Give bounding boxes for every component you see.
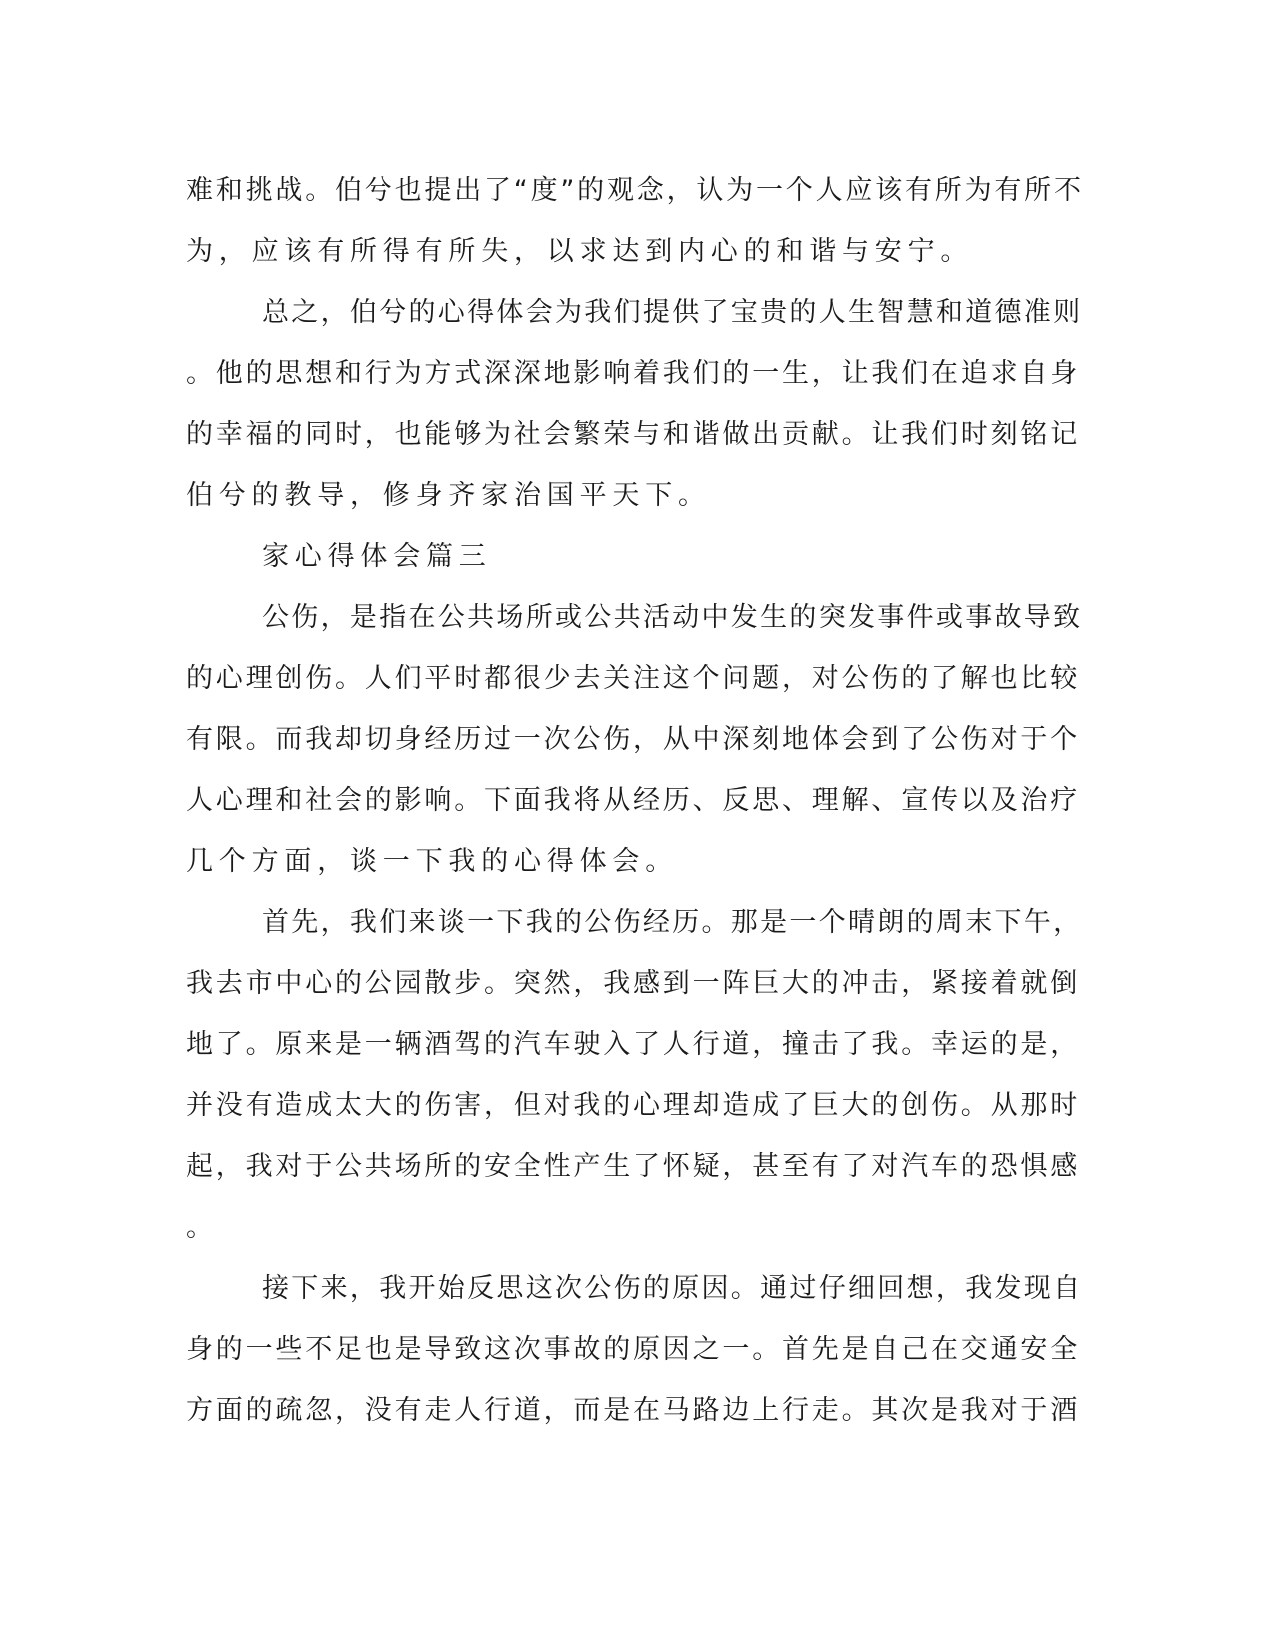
- text-line: 方面的疏忽，没有走人行道，而是在马路边上行走。其次是我对于酒: [186, 1395, 1080, 1426]
- text-line: 人心理和社会的影响。下面我将从经历、反思、理解、宣传以及治疗: [186, 785, 1080, 816]
- text-line: 。他的思想和行为方式深深地影响着我们的一生，让我们在追求自身: [186, 358, 1080, 389]
- paragraph-start-line: 公伤，是指在公共场所或公共活动中发生的突发事件或事故导致: [262, 602, 1083, 633]
- paragraph-start-line: 总之，伯兮的心得体会为我们提供了宝贵的人生智慧和道德准则: [262, 297, 1083, 328]
- text-line: 起，我对于公共场所的安全性产生了怀疑，甚至有了对汽车的恐惧感: [186, 1151, 1080, 1182]
- document-body: [186, 160, 1086, 1441]
- paragraph-start-line: 接下来，我开始反思这次公伤的原因。通过仔细回想，我发现自: [262, 1273, 1083, 1304]
- section-heading: 家心得体会篇三: [262, 541, 492, 572]
- text-line: 难和挑战。伯兮也提出了“度”的观念，认为一个人应该有所为有所不: [186, 175, 1084, 206]
- paragraph-start-line: 首先，我们来谈一下我的公伤经历。那是一个晴朗的周末下午，: [262, 907, 1083, 938]
- text-line: 。: [186, 1212, 219, 1243]
- text-line: 的幸福的同时，也能够为社会繁荣与和谐做出贡献。让我们时刻铭记: [186, 419, 1080, 450]
- text-line: 为，应该有所得有所失，以求达到内心的和谐与安宁。: [186, 236, 974, 267]
- text-line: 身的一些不足也是导致这次事故的原因之一。首先是自己在交通安全: [186, 1334, 1080, 1365]
- text-line: 的心理创伤。人们平时都很少去关注这个问题，对公伤的了解也比较: [186, 663, 1080, 694]
- text-line: 伯兮的教导，修身齐家治国平天下。: [186, 480, 711, 511]
- text-line: 并没有造成太大的伤害，但对我的心理却造成了巨大的创伤。从那时: [186, 1090, 1080, 1121]
- text-line: 地了。原来是一辆酒驾的汽车驶入了人行道，撞击了我。幸运的是，: [186, 1029, 1080, 1060]
- text-line: 有限。而我却切身经历过一次公伤，从中深刻地体会到了公伤对于个: [186, 724, 1080, 755]
- text-line: 几个方面，谈一下我的心得体会。: [186, 846, 678, 877]
- text-line: 我去市中心的公园散步。突然，我感到一阵巨大的冲击，紧接着就倒: [186, 968, 1080, 999]
